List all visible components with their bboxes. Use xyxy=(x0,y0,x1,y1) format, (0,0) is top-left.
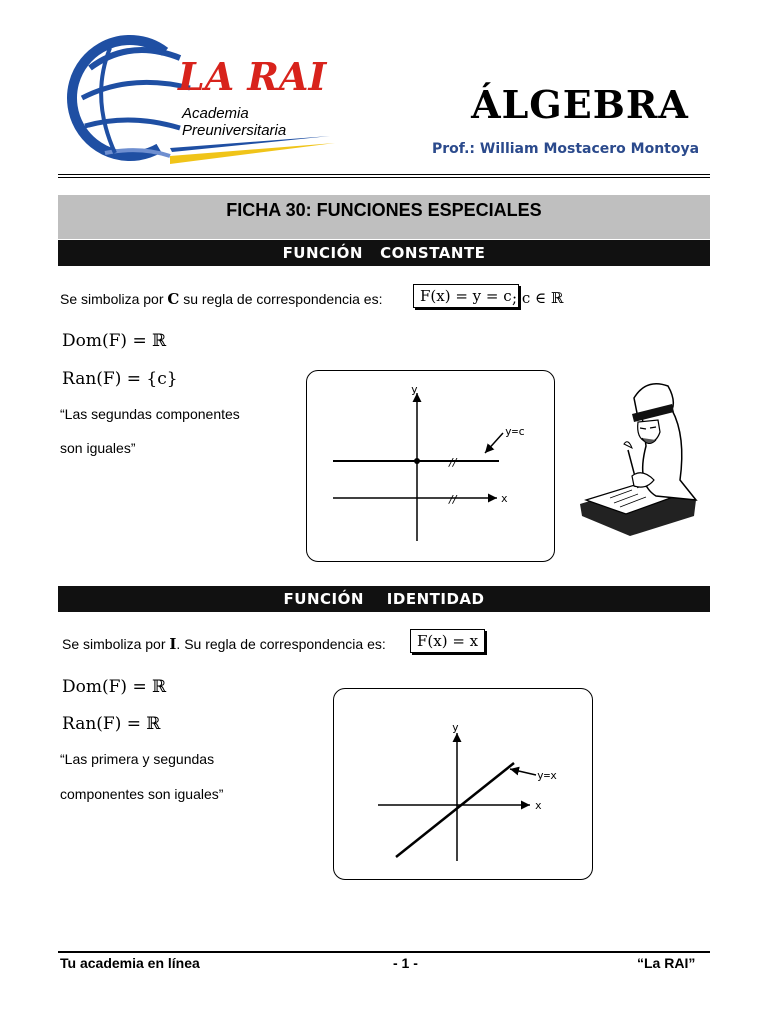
intro-text-post: . Su regla de correspondencia es: xyxy=(176,636,386,652)
label-pointer xyxy=(485,433,503,453)
section-heading-identidad: FUNCIÓN IDENTIDAD xyxy=(58,586,710,612)
domain-constante: Dom(F) = ℝ xyxy=(62,331,167,351)
footer-right: “La RAI” xyxy=(637,955,696,971)
parallel-mark-2: // xyxy=(449,493,457,506)
academy-logo xyxy=(60,28,340,168)
document-title: ÁLGEBRA xyxy=(471,82,689,127)
x-axis-label: x xyxy=(535,799,542,812)
header-divider xyxy=(58,174,710,175)
x-axis-label: x xyxy=(501,492,508,505)
rule-suffix: ; c ∈ ℝ xyxy=(512,289,564,307)
ficha-title: FICHA 30: FUNCIONES ESPECIALES xyxy=(58,195,710,239)
intro-symbol: I xyxy=(169,635,177,653)
quote-constante-line1: “Las segundas componentes xyxy=(60,406,240,422)
y-axis-label: y xyxy=(452,721,459,734)
label-pointer xyxy=(510,769,536,775)
logo-line1: Academia xyxy=(182,105,249,122)
logo-line2: Preuniversitaria xyxy=(182,122,287,139)
parallel-mark: // xyxy=(449,456,457,469)
footer-page-number: - 1 - xyxy=(393,955,418,971)
identity-line xyxy=(396,763,514,857)
section-heading-constante: FUNCIÓN CONSTANTE xyxy=(58,240,710,266)
range-identidad: Ran(F) = ℝ xyxy=(62,714,161,734)
quote-identidad-line2: componentes son iguales” xyxy=(60,786,224,802)
rule-box-constante: F(x) = y = c xyxy=(413,284,519,308)
footer-divider xyxy=(58,951,710,953)
professor-name: Prof.: William Mostacero Montoya xyxy=(432,141,700,157)
header-divider-2 xyxy=(58,177,710,178)
intro-text: Se simboliza por xyxy=(62,636,170,652)
scholar-writing-illustration xyxy=(576,376,700,536)
range-constante: Ran(F) = {c} xyxy=(62,369,178,389)
graph-identity-function xyxy=(333,688,593,880)
identidad-intro xyxy=(62,635,386,653)
domain-identidad: Dom(F) = ℝ xyxy=(62,677,167,697)
footer-left: Tu academia en línea xyxy=(60,955,200,971)
quote-constante-line2: son iguales” xyxy=(60,440,136,456)
constante-intro xyxy=(60,290,382,308)
graph-constant-function xyxy=(306,370,555,562)
intercept-point xyxy=(414,458,420,464)
line-label: y=c xyxy=(505,425,525,438)
intro-symbol: C xyxy=(167,290,180,308)
y-axis-label: y xyxy=(411,383,418,396)
line-label: y=x xyxy=(537,769,557,782)
quote-identidad-line1: “Las primera y segundas xyxy=(60,751,215,767)
rule-box-identidad: F(x) = x xyxy=(410,629,485,653)
intro-text-post: su regla de correspondencia es: xyxy=(179,291,383,307)
logo-brand: LA RAI xyxy=(178,54,327,99)
intro-text: Se simboliza por xyxy=(60,291,168,307)
